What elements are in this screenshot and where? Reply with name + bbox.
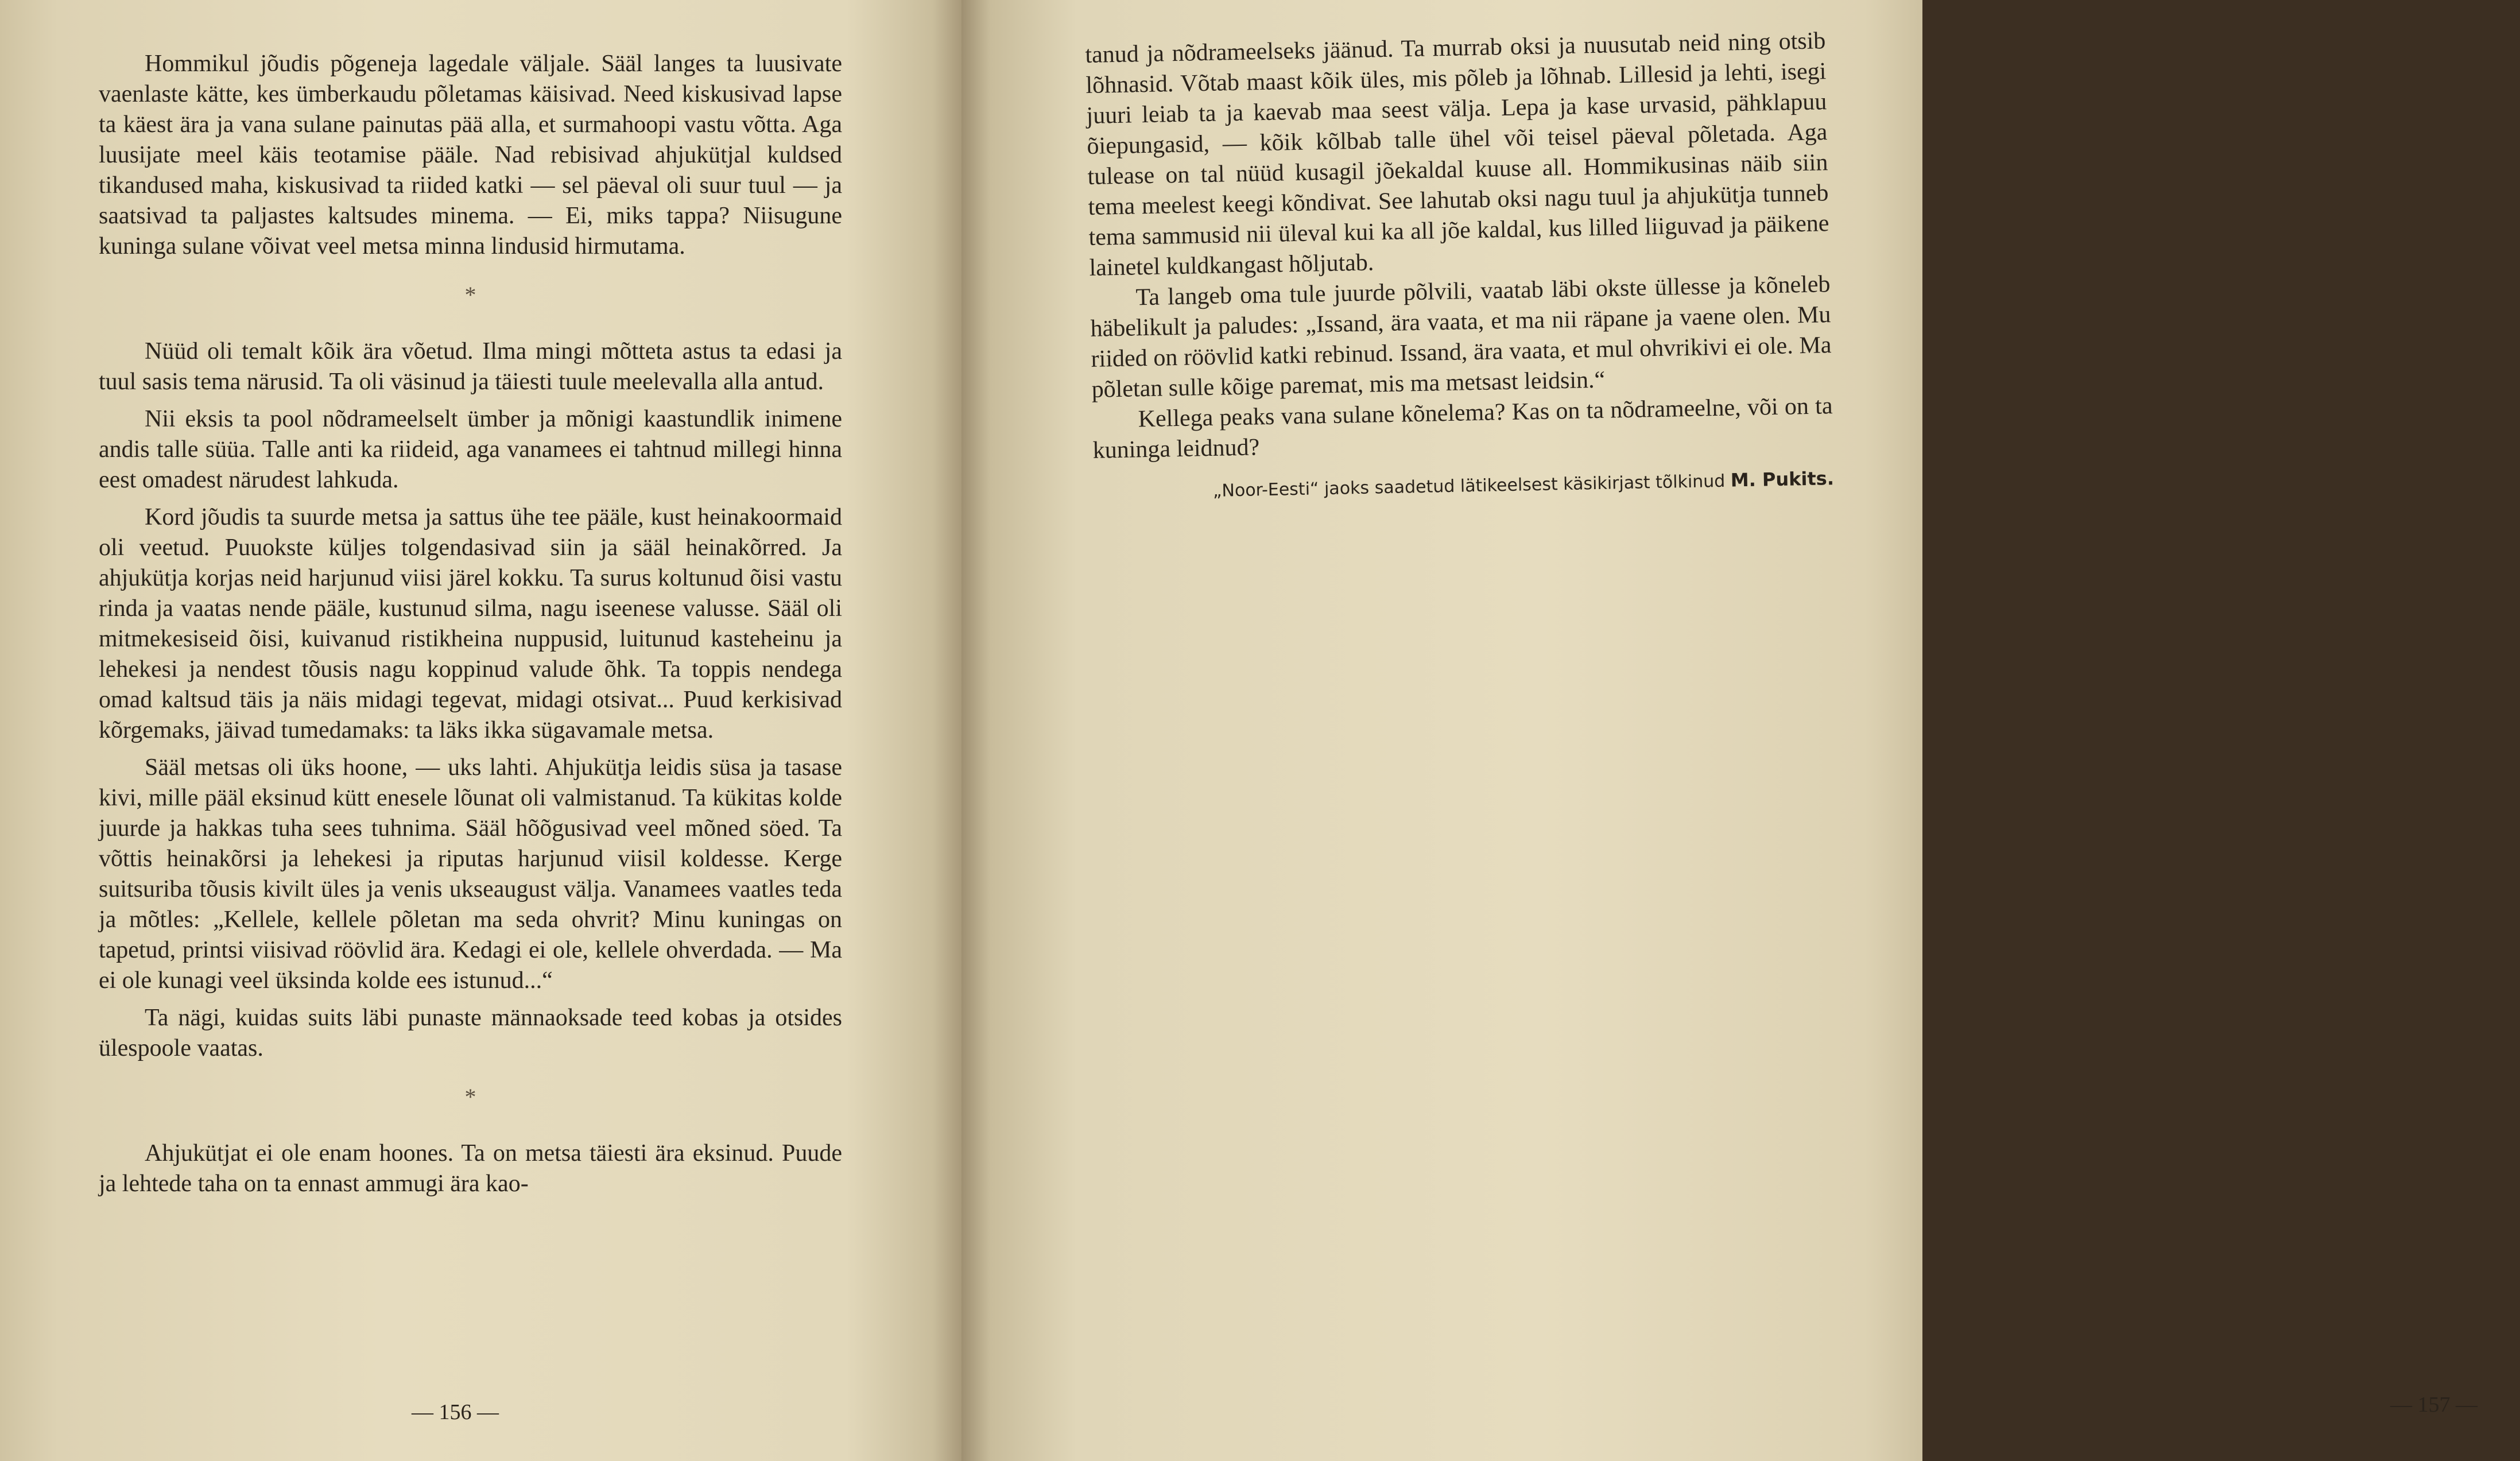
paragraph: Sääl metsas oli üks hoone, — uks lahti. Ahjukütja leidis süsa ja tasase kivi, mille pääl eksinud kütt enesele lõunat oli valmistanud. Ta kükitas kolde juurde ja hakkas tuha sees tuhnima. Sääl hõõgusivad veel mõned söed. Ta võttis heinakõrsi ja lehekesi ja riputas harjunud viisil koldesse. Kerge suitsuriba tõusis kivilt üles ja venis ukseaugust välja. Vanamees vaatles teda ja mõtles: „Kellele, kellele põletan ma seda ohvrit? Minu kuningas on tapetud, printsi viisivad röövlid ära. Kedagi ei ole, kellele ohverdada. — Ma ei ole kunagi veel üksinda kolde ees istunud...“ xyxy=(99,754,842,994)
section-separator: * xyxy=(464,1084,476,1110)
page-number: — 156 — xyxy=(412,1400,499,1424)
paragraph: tanud ja nõdrameelseks jäänud. Ta murrab oksi ja nuusutab neid ning otsib lõhnasid. Võtab maast kõik üles, mis põleb ja lõhnab. Lillesid ja lehti, isegi juuri leiab ta ja kaevab maa seest välja. Lepa ja kase urvasid, pähklapuu õiepungasid, — kõik kõlbab talle ühel või teisel päeval põletada. Aga tulease on tal nüüd kusagil jõekaldal kuuse all. Hommikusinas näib siin tema meelest keegi kõndivat. See lahutab oksi nagu tuul ja ahjukütja tunneb tema sammusid nii üleval kui ka all jõe kaldal, kus lilled liiguvad ja päikene lainetel kuldkangast hõljutab. xyxy=(1085,28,1829,281)
paragraph: Ahjukütjat ei ole enam hoones. Ta on metsa täiesti ära eksinud. Puude ja lehtede taha on ta ennast ammugi ära kao- xyxy=(99,1140,842,1197)
paragraph: Kord jõudis ta suurde metsa ja sattus ühe tee pääle, kust heinakoormaid oli veetud. Puuokste küljes tolgendasivad siin ja sääl heinakõrred. Ja ahjukütja korjas neid harjunud viisi järel kokku. Ta surus koltunud õisi vastu rinda ja vaatas nende pääle, kustunud silma, nagu iseenese valusse. Sääl oli mitmekesiseid õisi, kuivanud ristikheina nuppusid, luitunud kasteheinu ja lehekesi ja nendest tõusis nagu koppinud valude õhk. Ta toppis nendega omad kaltsud täis ja näis midagi tegevat, midagi otsivat... Puud kerkisivad kõrgemaks, jäivad tumedamaks: ta läks ikka sügavamale metsa. xyxy=(99,504,842,743)
right-page xyxy=(962,0,2478,1461)
paragraph: Nii eksis ta pool nõdrameelselt ümber ja mõnigi kaastundlik inimene andis talle süüa. Talle anti ka riideid, aga vanamees ei tahtnud millegi hinna eest omadest närudest lahkuda. xyxy=(99,406,842,493)
page-number: — 157 — xyxy=(2390,1393,2478,1417)
left-page-text xyxy=(99,49,842,1199)
paragraph: Hommikul jõudis põgeneja lagedale väljale. Sääl langes ta luusivate vaenlaste kätte, kes ümberkaudu põletamas käisivad. Need kiskusivad lapse ta käest ära ja vana sulane painutas pää alla, et surmahoopi vastu võtta. Aga luusijate meel käis teotamise pääle. Nad rebisivad ahjukütjal kuldsed tikandused maha, kiskusivad ta riided katki — sel päeval oli suur tuul — ja saatsivad ta paljastes kaltsudes minema. — Ei, miks tappa? Niisugune kuninga sulane võivat veel metsa minna lindusid hirmutama. xyxy=(99,51,842,259)
left-page xyxy=(0,0,962,1461)
right-page-text xyxy=(1085,26,1834,505)
paragraph: Ta nägi, kuidas suits läbi punaste männaoksade teed kobas ja otsides ülespoole vaatas. xyxy=(99,1005,842,1061)
paragraph: Ta langeb oma tule juurde põlvili, vaatab läbi okste üllesse ja kõneleb häbelikult ja paludes: „Issand, ära vaata, et ma nii räpane ja vaene olen. Mu riided on röövlid katki rebinud. Issand, ära vaata, et mul ohvrikivi ei ole. Ma põletan sulle kõige paremat, mis ma metsast leidsin.“ xyxy=(1090,271,1832,403)
section-separator: * xyxy=(464,282,476,308)
credit-author: M. Pukits. xyxy=(1730,467,1835,491)
credit-text: „Noor-Eesti“ jaoks saadetud lätikeelsest käsikirjast tõlkinud xyxy=(1212,471,1726,501)
paragraph: Nüüd oli temalt kõik ära võetud. Ilma mingi mõtteta astus ta edasi ja tuul sasis tema närusid. Ta oli väsinud ja täiesti tuule meelevalla alla antud. xyxy=(99,338,842,395)
translator-credit xyxy=(1094,467,1835,505)
paragraph: Kellega peaks vana sulane kõnelema? Kas on ta nõdrameelne, või on ta kuninga leidnud? xyxy=(1092,393,1833,464)
